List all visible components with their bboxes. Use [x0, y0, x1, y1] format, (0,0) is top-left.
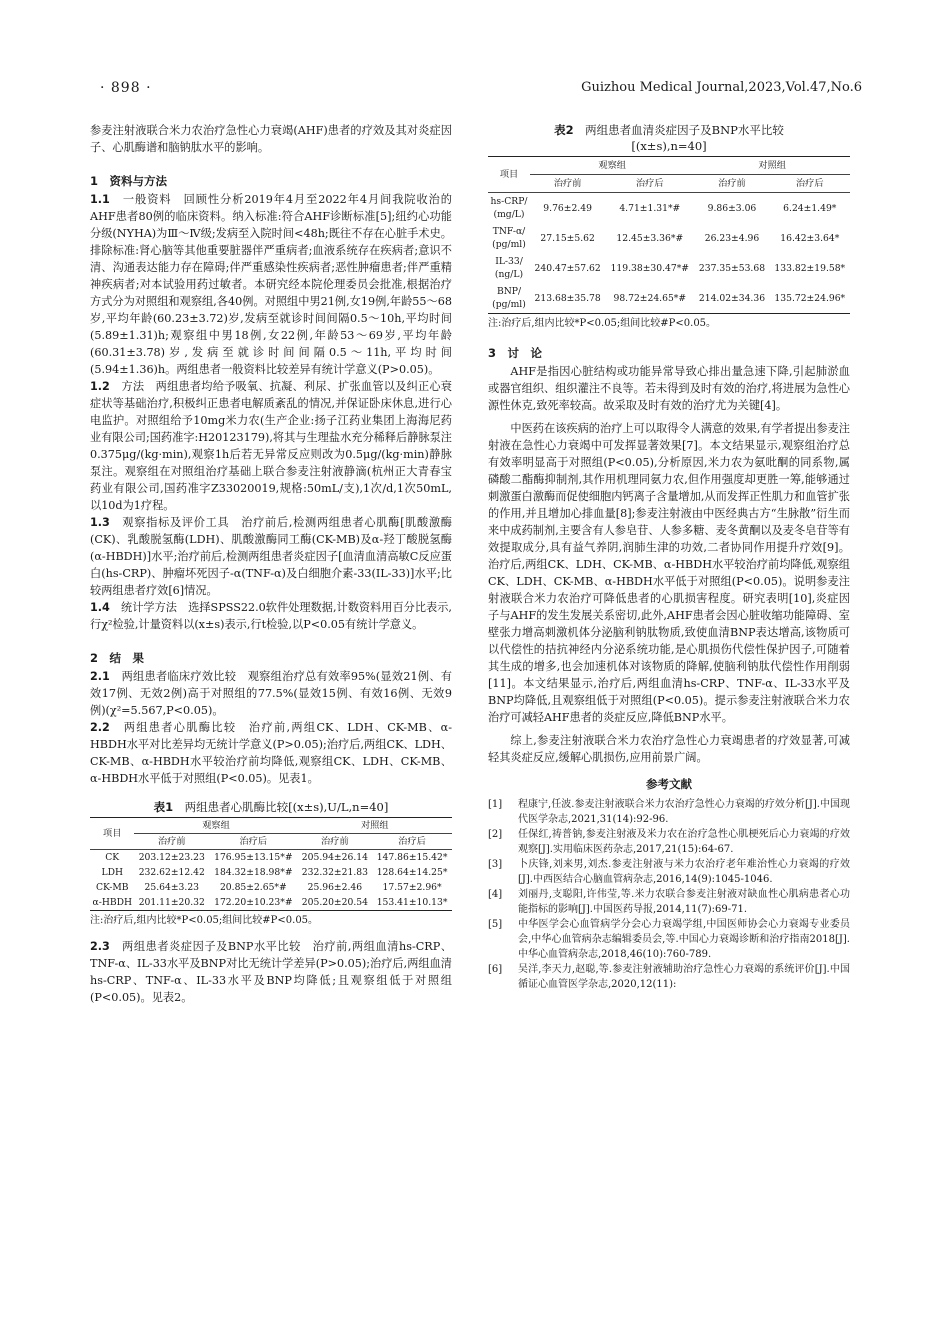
- table-cell: 172.20±10.23*#: [209, 895, 297, 911]
- reference-text: 中华医学会心血管病学分会心力衰竭学组,中国医师协会心力衰竭专业委员会,中华心血管病杂志编辑委员会,等.中国心力衰竭诊断和治疗指南2018[J].中华心血管病杂志,2018,46(10):760-789.: [518, 919, 850, 960]
- journal-header: Guizhou Medical Journal,2023,Vol.47,No.6: [581, 80, 862, 95]
- section-2-2: [90, 719, 452, 787]
- table-cell: 184.32±18.98*#: [214, 867, 293, 878]
- table-2-caption-line2: [(x±s),n=40]: [631, 139, 707, 153]
- reference-item: [488, 887, 850, 917]
- reference-item: [488, 917, 850, 962]
- reference-item: [488, 827, 850, 857]
- table-2-item-unit: (pg/ml): [492, 299, 526, 310]
- table-cell: 203.12±23.23: [138, 852, 205, 863]
- table-row: [488, 193, 850, 224]
- section-2-2-text: 两组患者心肌酶比较 治疗前,两组CK、LDH、CK-MB、α-HBDH水平对比差异均无统计学意义(P>0.05);治疗后,两组CK、LDH、CK-MB、α-HBDH水平较治疗前均降低,观察组CK、LDH、CK-MB、α-HBDH水平低于对照组(P<0.05)。见表1。: [90, 721, 452, 785]
- table-1-caption: [90, 799, 452, 815]
- reference-number: [2]: [488, 829, 503, 840]
- page-number: · 898 ·: [100, 80, 152, 96]
- table-cell: α-HBDH: [90, 895, 134, 911]
- table-cell: 214.02±34.36: [694, 283, 769, 314]
- table-2-item-name: hs-CRP/: [490, 196, 528, 207]
- table-cell: 128.64±14.25*: [376, 867, 448, 878]
- section-1-3: [90, 514, 452, 599]
- references-title: 参考文献: [646, 777, 692, 791]
- table-cell: 6.24±1.49*: [783, 202, 837, 214]
- table-cell: CK-MB: [95, 882, 129, 893]
- table-cell: 25.96±2.46: [307, 882, 363, 893]
- section-2-1-label: 2.1: [90, 670, 110, 683]
- reference-item: [488, 857, 850, 887]
- reference-number: [1]: [488, 799, 503, 810]
- table-2-label: 表2: [554, 123, 574, 137]
- table-cell: [488, 283, 530, 314]
- table-2-caption: [488, 122, 850, 154]
- section-1-2: [90, 378, 452, 514]
- table-cell: 153.41±10.13*: [372, 895, 452, 911]
- table-cell: 4.71±1.31*#: [619, 202, 681, 214]
- reference-number: [3]: [488, 859, 503, 870]
- reference-text: 刘丽丹,支聪阳,许伟莹,等.米力农联合参麦注射液对缺血性心肌病患者心功能指标的影响[J].中国医药导报,2014,11(7):69-71.: [518, 889, 850, 915]
- table-1-caption-text: 两组患者心肌酶比较[(x±s),U/L,n=40]: [173, 800, 389, 814]
- discussion-paragraph-2: 中医药在该疾病的治疗上可以取得令人满意的效果,有学者提出参麦注射液在急性心力衰竭中可发挥显著效果[7]。本文结果显示,观察组治疗总有效率明显高于对照组(P<0.05),分析原因,米力农为氨吡酮的同系物,属磷酸二酯酶抑制剂,其作用机理同氨力农,但作用强度却更胜一筹,能够通过刺激蛋白激酶而促使细胞内钙离子含量增加,从而发挥正性肌力和血管扩张的作用,并且增加心排血量[8];参麦注射液由中医经典古方“生脉散”衍生而来中成药制剂,主要含有人参皂苷、人参多糖、麦冬黄酮以及麦冬皂苷等有效提取成分,具有益气养阴,润肺生津的功效,二者协同作用提升疗效[9]。治疗后,两组CK、LDH、CK-MB、α-HBDH水平较治疗前均降低,观察组CK、LDH、CK-MB、α-HBDH水平低于对照组(P<0.05)。说明参麦注射液联合米力农治疗可降低患者的心肌损害程度。研究表明[10],炎症因子与AHF的发生发展关系密切,此外,AHF患者会因心脏收缩功能障碍、室壁张力增高刺激机体分泌脑利钠肽物质,致使血清BNP表达增高,该物质可以代偿性的拮抗神经内分泌系统功能,是心肌损伤代偿性保护因子,可随着其生成的增多,也会加速机体对该物质的降解,使脑利钠肽代偿性作用削弱[11]。本文结果显示,治疗后,两组血清hs-CRP、TNF-α、IL-33水平及BNP均降低,且观察组低于对照组(P<0.05)。提示参麦注射液联合米力农治疗可减轻AHF患者的炎症反应,降低BNP水平。: [488, 422, 850, 724]
- section-1-1-label: 1.1: [90, 193, 110, 206]
- table-cell: 135.72±24.96*: [770, 283, 850, 314]
- table-1-ctrl-after: 治疗后: [372, 834, 452, 850]
- table-cell: 237.35±53.68: [698, 262, 766, 274]
- section-1-1-text: 一般资料 回顾性分析2019年4月至2022年4月间我院收治的AHF患者80例的临床资料。纳入标准:符合AHF诊断标准[5];纽约心功能分级(NYHA)为Ⅲ～Ⅳ级;发病至入院时间<48h;既往不存在心脏手术史。排除标准:肾心脑等其他重要脏器伴严重病者;血液系统存在疾病者;意识不清、沟通表达能力存在障碍;伴严重感染性疾病者;恶性肿瘤患者;伴严重精神疾病者;对本试验用药过敏者。本研究经本院伦理委员会批准,根据治疗方式分为对照组和观察组,各40例。对照组中男21例,女19例,年龄55～68岁,平均年龄(60.23±3.72)岁,发病至就诊时间间隔0.5～10h,平均时间(5.89±1.31)h;观察组中男18例,女22例,年龄53～69岁,平均年龄(60.31±3.78)岁,发病至就诊时间间隔0.5～11h,平均时间(5.94±1.36)h。两组患者一般资料比较差异有统计学意义(P>0.05)。: [90, 193, 452, 376]
- table-2-item-unit: (mg/L): [493, 209, 525, 220]
- table-cell: 232.62±12.42: [138, 867, 205, 878]
- section-2-3-text: 两组患者炎症因子及BNP水平比较 治疗前,两组血清hs-CRP、TNF-α、IL-33水平及BNP对比无统计学差异(P>0.05);治疗后,两组血清hs-CRP、TNF-α、IL-33水平及BNP均降低;且观察组低于对照组(P<0.05)。见表2。: [90, 940, 452, 1004]
- table-cell: 20.85±2.65*#: [219, 882, 287, 893]
- table-row: [90, 865, 452, 880]
- section-1-title: 1 资料与方法: [90, 174, 168, 188]
- table-cell: 27.15±5.62: [540, 232, 595, 244]
- table-cell: LDH: [101, 867, 123, 878]
- section-2-2-label: 2.2: [90, 721, 110, 734]
- section-1-4-text: 统计学方法 选择SPSS22.0软件处理数据,计数资料用百分比表示,行χ²检验,计量资料以(x±s)表示,行t检验,以P<0.05有统计学意义。: [90, 601, 452, 631]
- section-1-3-text: 观察指标及评价工具 治疗前后,检测两组患者心肌酶[肌酸激酶(CK)、乳酸脱氢酶(LDH)、肌酸激酶同工酶(CK-MB)及α-羟丁酸脱氢酶(α-HBDH)]水平;治疗前后,检测两组患者炎症因子[血清血清高敏C反应蛋白(hs-CRP)、肿瘤坏死因子-α(TNF-α)及白细胞介素-33(IL-33)]水平;比较两组患者疗效[6]情况。: [90, 516, 452, 597]
- table-2-obs-after: 治疗后: [605, 175, 694, 193]
- table-row: [90, 850, 452, 866]
- reference-number: [6]: [488, 964, 503, 975]
- table-row: [488, 283, 850, 314]
- table-2-item-name: IL-33/: [495, 256, 523, 267]
- reference-text: 吴洋,李天力,赵聪,等.参麦注射液辅助治疗急性心力衰竭的系统评价[J].中国循证心血管医学杂志,2020,12(11):: [518, 964, 850, 990]
- reference-item: [488, 797, 850, 827]
- table-2-ctrl-before: 治疗前: [694, 175, 769, 193]
- reference-text: 卜庆锋,刘来男,刘杰.参麦注射液与米力农治疗老年难治性心力衰竭的疗效[J].中西医结合心脑血管病杂志,2016,14(9):1045-1046.: [518, 859, 850, 885]
- section-2-1: [90, 668, 452, 719]
- table-cell: 205.20±20.54: [298, 895, 373, 911]
- table-1-item-header: 项目: [90, 818, 134, 850]
- table-cell: CK: [105, 852, 120, 863]
- table-1-label: 表1: [153, 800, 174, 814]
- table-cell: 25.64±3.23: [144, 882, 200, 893]
- table-cell: 133.82±19.58*: [774, 262, 846, 274]
- table-1-obs-before: 治疗前: [134, 834, 209, 850]
- section-1-3-label: 1.3: [90, 516, 110, 529]
- right-column: [488, 122, 850, 992]
- table-2-obs-before: 治疗前: [530, 175, 605, 193]
- table-cell: 17.57±2.96*: [382, 882, 442, 893]
- section-1-2-label: 1.2: [90, 380, 110, 393]
- table-cell: 9.76±2.49: [543, 202, 592, 214]
- table-cell: 12.45±3.36*#: [616, 232, 684, 244]
- table-2: [488, 156, 850, 314]
- section-1-2-text: 方法 两组患者均给予吸氧、抗凝、利尿、扩张血管以及纠正心衰症状等基础治疗,积极纠正患者电解质紊乱的情况,并保证卧床休息,进行心电监护。对照组给予10mg米力农(生产企业:扬子江药业集团上海海尼药业有限公司;国药准字:H20123179),将其与生理盐水充分稀释后静脉泵注0.375μg/(kg·min),观察1h后若无异常反应则改为0.5μg/(kg·min)静脉泵注。观察组在对照组治疗基础上联合参麦注射液静滴(杭州正大青春宝药业有限公司,国药准字Z33020019,规格:50mL/支),1次/d,1次50mL,以10d为1疗程。: [90, 380, 452, 512]
- table-cell: 201.11±20.32: [134, 895, 209, 911]
- table-cell: 232.32±21.83: [301, 867, 368, 878]
- table-2-group-observation: 观察组: [530, 157, 694, 175]
- discussion-paragraph-1: AHF是指因心脏结构或功能异常导致心排出量急速下降,引起肺淤血或器官组织、组织灌注不良等。若未得到及时有效的治疗,将进展为急性心源性休克,致死率较高。故采取及时有效的治疗尤为关键[4]。: [488, 365, 850, 412]
- reference-number: [5]: [488, 919, 503, 930]
- table-cell: 213.68±35.78: [530, 283, 605, 314]
- table-row: [488, 223, 850, 253]
- table-cell: 16.42±3.64*: [780, 232, 840, 244]
- section-2-3-label: 2.3: [90, 940, 110, 953]
- table-cell: 9.86±3.06: [707, 202, 757, 214]
- section-1-4-label: 1.4: [90, 601, 110, 614]
- table-cell: 26.23±4.96: [704, 232, 760, 244]
- table-cell: 98.72±24.65*#: [605, 283, 694, 314]
- table-2-item-name: BNP/: [496, 286, 522, 297]
- table-cell: [488, 253, 530, 283]
- table-2-note: 注:治疗后,组内比较*P<0.05;组间比较#P<0.05。: [488, 318, 717, 329]
- table-cell: 240.47±57.62: [534, 262, 601, 274]
- table-cell: 205.94±26.14: [301, 852, 368, 863]
- table-cell: 147.86±15.42*: [376, 852, 448, 863]
- intro-paragraph: 参麦注射液联合米力农治疗急性心力衰竭(AHF)患者的疗效及其对炎症因子、心肌酶谱和脑钠肽水平的影响。: [90, 124, 452, 154]
- table-1-note: 注:治疗后,组内比较*P<0.05;组间比较#P<0.05。: [90, 915, 319, 926]
- table-1-obs-after: 治疗后: [209, 834, 297, 850]
- table-1: [90, 817, 452, 911]
- reference-text: 任保红,祷普钠,参麦注射液及米力农在治疗急性心肌梗死后心力衰竭的疗效观察[J].实用临床医药杂志,2017,21(15):64-67.: [518, 829, 850, 855]
- section-1-1: [90, 191, 452, 378]
- table-2-item-header: 项目: [488, 157, 530, 193]
- table-1-ctrl-before: 治疗前: [298, 834, 373, 850]
- table-2-caption-text: 两组患者血清炎症因子及BNP水平比较: [573, 123, 784, 137]
- section-2-title: 2 结 果: [90, 651, 145, 665]
- left-column: [90, 122, 452, 1006]
- table-1-group-control: 对照组: [298, 818, 452, 834]
- table-row: [488, 253, 850, 283]
- discussion-paragraph-3: 综上,参麦注射液联合米力农治疗急性心力衰竭患者的疗效显著,可减轻其炎症反应,缓解心肌损伤,应用前景广阔。: [488, 734, 850, 764]
- table-2-item-unit: (ng/L): [494, 269, 524, 280]
- table-cell: 119.38±30.47*#: [610, 262, 690, 274]
- table-cell: [488, 193, 530, 224]
- reference-text: 程康宁,任波.参麦注射液联合米力农治疗急性心力衰竭的疗效分析[J].中国现代医学杂志,2021,31(14):92-96.: [518, 799, 850, 825]
- section-2-3: [90, 938, 452, 1006]
- reference-item: [488, 962, 850, 992]
- section-3-title: 3 讨 论: [488, 346, 543, 360]
- table-2-item-name: TNF-α/: [492, 226, 526, 237]
- section-1-4: [90, 599, 452, 633]
- table-2-group-control: 对照组: [694, 157, 850, 175]
- table-row: [90, 880, 452, 895]
- table-cell: 176.95±13.15*#: [214, 852, 293, 863]
- table-2-ctrl-after: 治疗后: [770, 175, 850, 193]
- table-row: [90, 895, 452, 911]
- table-cell: [488, 223, 530, 253]
- table-2-item-unit: (pg/ml): [492, 239, 526, 250]
- table-1-group-observation: 观察组: [134, 818, 297, 834]
- section-2-1-text: 两组患者临床疗效比较 观察组治疗总有效率95%(显效21例、有效17例、无效2例)高于对照组的77.5%(显效15例、有效16例、无效9例)(χ²=5.567,P<0.05)。: [90, 670, 452, 717]
- reference-number: [4]: [488, 889, 503, 900]
